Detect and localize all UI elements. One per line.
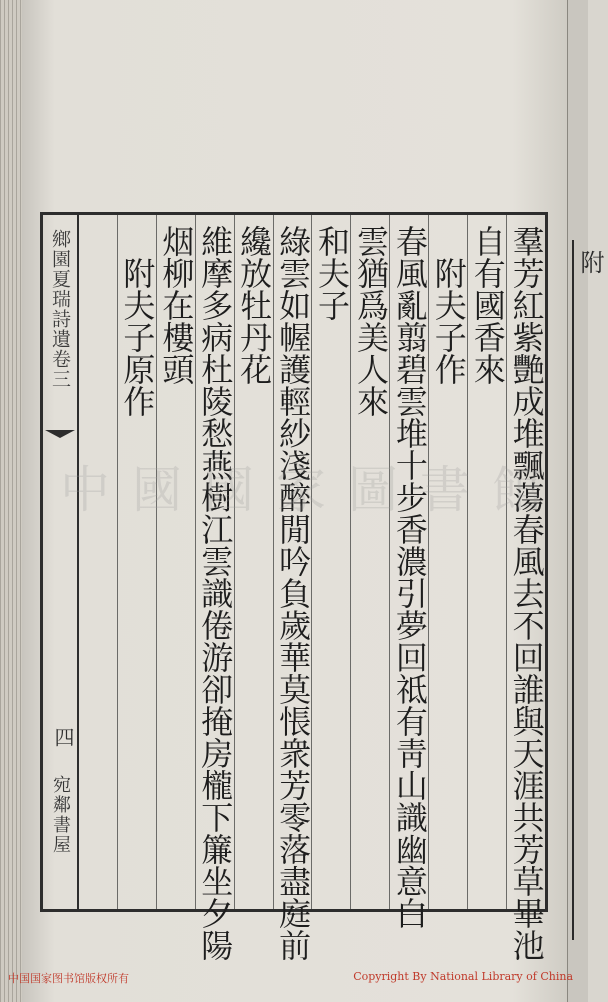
bound-page-edges bbox=[0, 0, 22, 1002]
fish-tail-mark bbox=[45, 430, 75, 438]
text-column bbox=[234, 215, 273, 909]
column-text: 烟柳在樓頭 bbox=[157, 225, 196, 385]
printed-frame bbox=[40, 212, 548, 961]
text-column bbox=[389, 215, 429, 929]
text-column bbox=[273, 215, 313, 961]
column-text: 綠雲如幄護輕紗淺醉閒吟負歲華莫悵衆芳零落盡庭前 bbox=[274, 225, 313, 961]
watermark: 中國國家圖書館 bbox=[60, 461, 564, 519]
column-text: 附夫子原作 bbox=[118, 257, 157, 417]
facing-page-fragment: 附 bbox=[576, 250, 604, 274]
juan-number: 卷三 bbox=[49, 349, 71, 389]
column-text: 自有國香來 bbox=[468, 225, 507, 385]
facing-page-edge bbox=[567, 0, 604, 1002]
center-margin-column bbox=[43, 215, 79, 909]
text-column bbox=[117, 215, 156, 909]
text-column bbox=[156, 215, 195, 909]
text-column bbox=[311, 215, 350, 909]
column-text: 羣芳紅紫艷成堆飄蕩春風去不回誰與天涯共芳草畢池 bbox=[507, 225, 546, 961]
column-text: 春風亂翦碧雲堆十步香濃引夢回祗有靑山識幽意白 bbox=[390, 225, 429, 929]
column-text: 和夫子 bbox=[313, 225, 352, 321]
folio-number: 四 bbox=[51, 727, 75, 747]
text-column bbox=[428, 215, 467, 909]
studio-name: 宛鄰書屋 bbox=[50, 775, 71, 855]
center-title: 鄉園夏瑞詩遺 bbox=[49, 229, 71, 349]
text-columns bbox=[79, 215, 546, 961]
footer-copyright-cn: 中国国家图书馆版权所有 bbox=[8, 972, 129, 985]
column-text: 纔放牡丹花 bbox=[235, 225, 274, 385]
footer-copyright-en: Copyright By National Library of China bbox=[353, 970, 573, 983]
text-column bbox=[467, 215, 506, 909]
text-column bbox=[506, 215, 546, 961]
text-column bbox=[195, 215, 235, 961]
column-text: 附夫子作 bbox=[429, 257, 468, 385]
text-column bbox=[79, 215, 117, 909]
column-text: 維摩多病杜陵愁燕樹江雲識倦游卻掩房櫳下簾坐夕陽 bbox=[196, 225, 235, 961]
book-title bbox=[47, 229, 74, 389]
text-column bbox=[350, 215, 389, 909]
facing-page-border bbox=[572, 240, 577, 940]
column-text: 雲猶爲美人來 bbox=[351, 225, 390, 417]
